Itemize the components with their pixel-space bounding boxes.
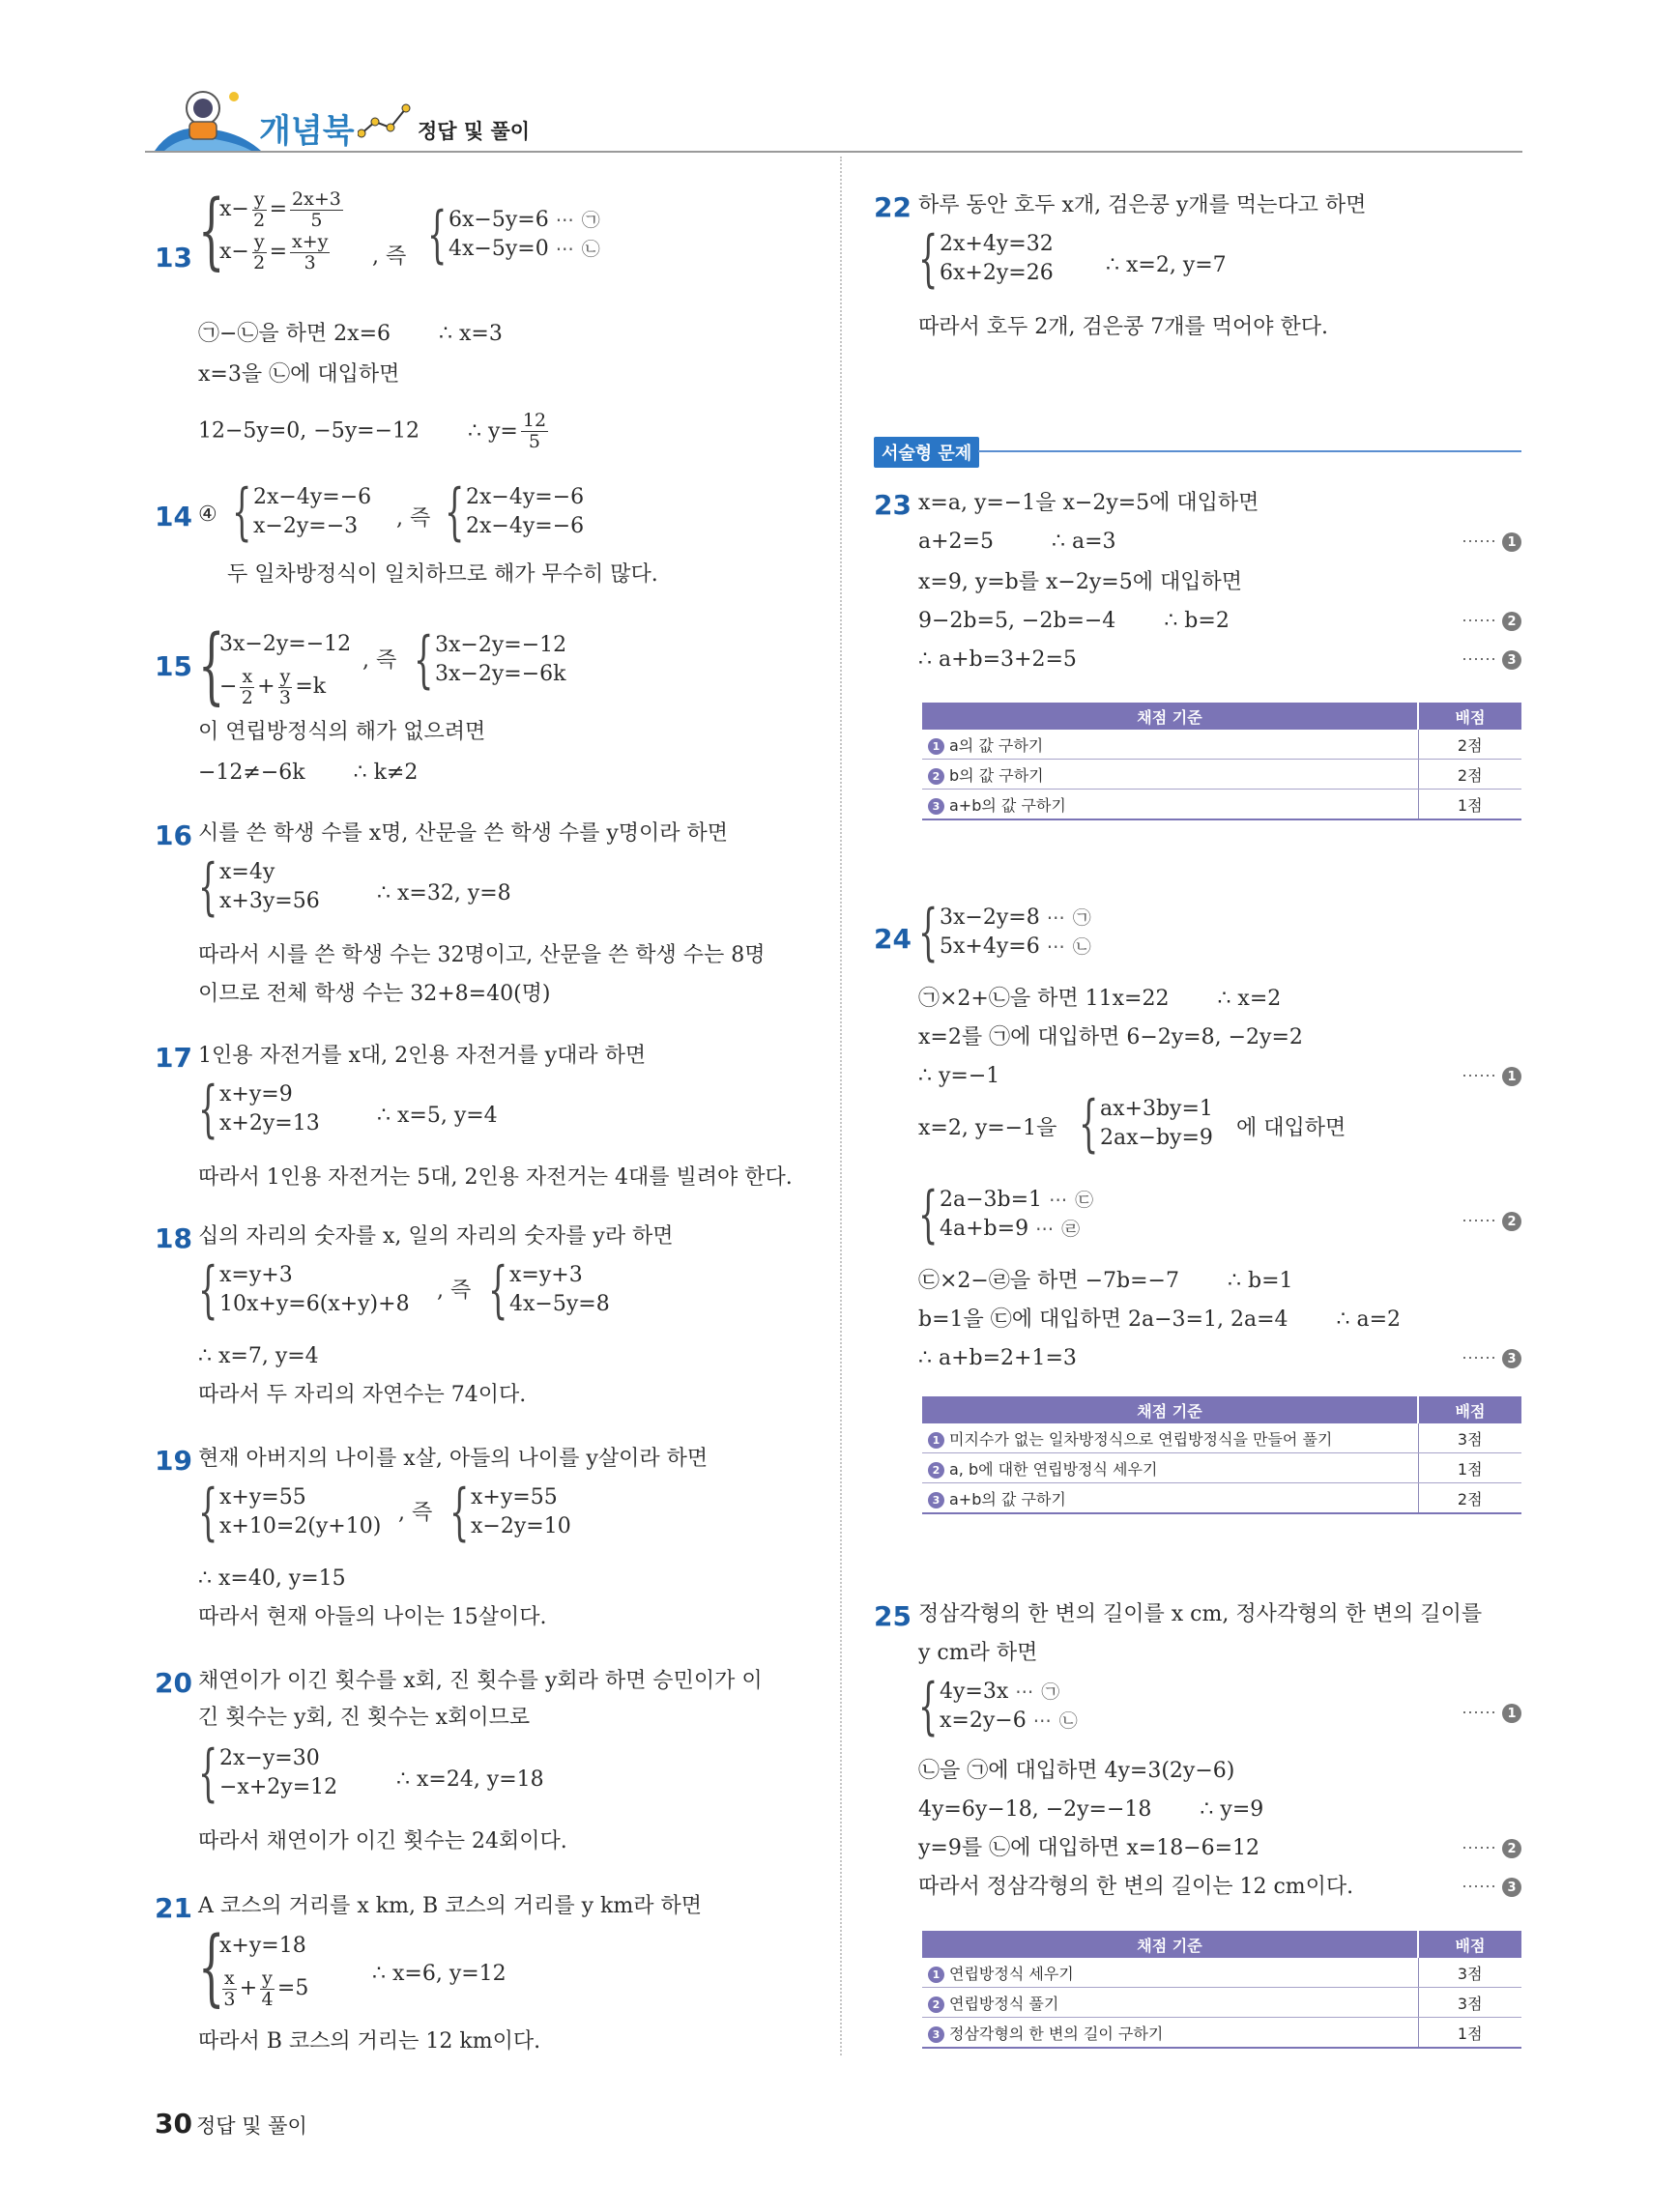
solution-result: ∴ x=2, y=7 — [1106, 253, 1227, 277]
problem-number: 24 — [874, 923, 912, 955]
solution-line: 따라서 정삼각형의 한 변의 길이는 12 cm이다. — [918, 1875, 1354, 1899]
table-row: 2 b의 값 구하기 2점 — [922, 760, 1521, 790]
solution-line: 따라서 B 코스의 거리는 12 km이다. — [198, 2029, 541, 2054]
step-marker: ⋯⋯ 1 — [1462, 1703, 1521, 1723]
solution-result: ∴ x=7, y=4 — [198, 1344, 319, 1368]
equation-system: { 4y=3x ⋯ ㉠ x=2y−6 ⋯ ㉡ — [918, 1671, 1079, 1742]
table-row: 2 a, b에 대한 연립방정식 세우기 1점 — [922, 1453, 1521, 1483]
problem-number: 16 — [155, 819, 192, 851]
table-row: 1 연립방정식 세우기 3점 — [922, 1958, 1521, 1988]
equation-system: { ax+3by=1 2ax−by=9 — [1079, 1088, 1213, 1160]
solution-line: 두 일차방정식이 일치하므로 해가 무수히 많다. — [227, 562, 658, 587]
solution-line: 4y=6y−18, −2y=−18 ∴ y=9 — [918, 1797, 1264, 1822]
equation-system: { 3x−2y=−12 3x−2y=−6k — [414, 624, 567, 696]
equation-system: { x+y=55 x−2y=10 — [449, 1477, 571, 1548]
solution-line: ㉠×2+㉡을 하면 11x=22 ∴ x=2 — [918, 987, 1282, 1011]
connector: , 즉 — [398, 1501, 433, 1525]
equation-system: { x=y+3 4x−5y=8 — [488, 1254, 610, 1326]
table-row: 3 a+b의 값 구하기 2점 — [922, 1483, 1521, 1514]
problem-intro: 십의 자리의 숫자를 x, 일의 자리의 숫자를 y라 하면 — [198, 1224, 674, 1249]
step-marker: ⋯⋯ 1 — [1462, 531, 1521, 552]
solution-result: ∴ x=24, y=18 — [396, 1767, 544, 1792]
equation-system: { 2x+4y=32 6x+2y=26 — [918, 223, 1054, 295]
equation-row: 4x−5y=0 ⋯ ㉡ — [449, 237, 601, 261]
problem-intro: A 코스의 거리를 x km, B 코스의 거리를 y km라 하면 — [198, 1894, 702, 1918]
solution-line: x=3을 ㉡에 대입하면 — [198, 362, 400, 387]
scoring-table-23: 채점 기준 배점 1 a의 값 구하기 2점 2 b의 값 구하기 2점 3 a+b의 값 구하기 1점 — [922, 703, 1521, 820]
equations — [449, 206, 601, 264]
solution-line: 따라서 채연이가 이긴 횟수는 24회이다. — [198, 1829, 567, 1853]
table-row: 3 a+b의 값 구하기 1점 — [922, 790, 1521, 820]
step-marker: ⋯⋯ 2 — [1462, 1211, 1521, 1231]
scoring-table-25: 채점 기준 배점 1 연립방정식 세우기 3점 2 연립방정식 풀기 3점 3 정삼각형의 한 변의 길이 구하기 1점 — [922, 1931, 1521, 2049]
solution-line: 따라서 현재 아들의 나이는 15살이다. — [198, 1605, 547, 1629]
solution-line: x=9, y=b를 x−2y=5에 대입하면 — [918, 570, 1242, 594]
problem-number: 17 — [155, 1042, 192, 1074]
section-title: 정답 및 풀이 — [418, 120, 531, 143]
equation-system: { 2a−3b=1 ⋯ ㉢ 4a+b=9 ⋯ ㉣ — [918, 1179, 1095, 1250]
equation-system: { 3x−2y=−12 − $\frac{x}{2}$ + $\frac{y}{3}$ =k — [198, 618, 352, 714]
step-marker: ⋯⋯ 1 — [1462, 1066, 1521, 1086]
equation-system: { 3x−2y=8 ⋯ ㉠ 5x+4y=6 ⋯ ㉡ — [918, 897, 1092, 968]
problem-number: 18 — [155, 1222, 192, 1254]
problem-number: 20 — [155, 1667, 192, 1699]
equation-system: { 2x−y=30 −x+2y=12 — [198, 1738, 338, 1809]
column-divider — [840, 157, 842, 2055]
solution-line: 에 대입하면 — [1236, 1116, 1346, 1140]
problem-intro: 채연이가 이긴 횟수를 x회, 진 횟수를 y회라 하면 승민이가 이 — [198, 1669, 763, 1693]
solution-line: 따라서 두 자리의 자연수는 74이다. — [198, 1383, 527, 1407]
problem-number: 25 — [874, 1600, 912, 1632]
equation-row: x− $\frac{y}{2}$ = $\frac{x+y}{3}$ — [219, 230, 329, 273]
solution-line: 이 연립방정식의 해가 없으려면 — [198, 720, 486, 744]
step-marker: ⋯⋯ 3 — [1462, 649, 1521, 670]
answer-choice: ④ — [198, 503, 217, 527]
solution-line: b=1을 ㉢에 대입하면 2a−3=1, 2a=4 ∴ a=2 — [918, 1307, 1402, 1332]
equation-system — [198, 183, 346, 279]
equation-system: { x+y=55 x+10=2(y+10) — [198, 1477, 382, 1548]
section-badge: 서술형 문제 — [874, 437, 979, 468]
connector: , 즉 — [437, 1278, 472, 1303]
solution-line: x=2, y=−1을 — [918, 1116, 1057, 1140]
page-header — [145, 83, 1527, 160]
solution-line: ∴ y=−1 — [918, 1064, 1000, 1088]
connector: , 즉 — [372, 244, 407, 269]
solution-result: ∴ x=6, y=12 — [372, 1962, 507, 1986]
solution-result: ∴ x=40, y=15 — [198, 1566, 346, 1591]
problem-number: 23 — [874, 489, 912, 521]
constellation-icon — [358, 101, 416, 145]
problem-intro: y cm라 하면 — [918, 1641, 1038, 1665]
page-number: 30 — [155, 2108, 192, 2140]
scoring-table-24: 채점 기준 배점 1 미지수가 없는 일차방정식으로 연립방정식을 만들어 풀기 3점 2 a, b에 대한 연립방정식 세우기 1점 3 a+b의 값 구하기 2점 — [922, 1396, 1521, 1514]
solution-line: ∴ a+b=2+1=3 — [918, 1346, 1077, 1370]
table-row: 1 미지수가 없는 일차방정식으로 연립방정식을 만들어 풀기 3점 — [922, 1423, 1521, 1453]
problem-intro: 긴 횟수는 y회, 진 횟수는 x회이므로 — [198, 1706, 531, 1730]
connector: , 즉 — [362, 648, 397, 673]
problem-number: 22 — [874, 191, 912, 223]
step-marker: ⋯⋯ 3 — [1462, 1877, 1521, 1897]
connector: , 즉 — [396, 506, 431, 531]
solution-line: 따라서 시를 쓴 학생 수는 32명이고, 산문을 쓴 학생 수는 8명 — [198, 943, 766, 967]
equation-system: { x=y+3 10x+y=6(x+y)+8 — [198, 1254, 410, 1326]
equation-system: { 2x−4y=−6 2x−4y=−6 — [445, 476, 585, 548]
solution-line: x=2를 ㉠에 대입하면 6−2y=8, −2y=2 — [918, 1025, 1303, 1049]
header-rule — [145, 151, 1522, 153]
problem-intro: 1인용 자전거를 x대, 2인용 자전거를 y대라 하면 — [198, 1044, 647, 1068]
section-rule — [978, 450, 1521, 452]
problem-number: 14 — [155, 501, 192, 532]
solution-result: ∴ x=32, y=8 — [377, 881, 511, 905]
solution-line: 따라서 호두 2개, 검은콩 7개를 먹어야 한다. — [918, 315, 1328, 339]
problem-number: 13 — [155, 242, 192, 273]
solution-result: ∴ x=5, y=4 — [377, 1104, 498, 1128]
solution-line: 12−5y=0, −5y=−12 ∴ y= $\frac{12}{5}$ — [198, 410, 547, 452]
solution-line: x=a, y=−1을 x−2y=5에 대입하면 — [918, 491, 1259, 515]
equation-system: { x+y=9 x+2y=13 — [198, 1074, 320, 1145]
equation-row: x− $\frac{y}{2}$ = $\frac{2x+3}{5}$ — [219, 187, 341, 231]
book-title: 개념북 — [259, 112, 355, 151]
solution-line: a+2=5 ∴ a=3 — [918, 530, 1116, 554]
solution-line: y=9를 ㉡에 대입하면 x=18−6=12 — [918, 1836, 1260, 1860]
equation-system: { x=4y x+3y=56 — [198, 851, 320, 923]
problem-intro: 하루 동안 호두 x개, 검은콩 y개를 먹는다고 하면 — [918, 193, 1367, 217]
solution-line: −12≠−6k ∴ k≠2 — [198, 761, 419, 785]
solution-line: ∴ a+b=3+2=5 — [918, 647, 1077, 672]
problem-intro: 정삼각형의 한 변의 길이를 x cm, 정사각형의 한 변의 길이를 — [918, 1602, 1483, 1626]
equation-system — [427, 199, 601, 271]
equation-system: { x+y=18 $\frac{x}{3}$ + $\frac{y}{4}$ =5 — [198, 1919, 309, 2016]
footer-label: 정답 및 풀이 — [195, 2114, 307, 2138]
solution-line: 이므로 전체 학생 수는 32+8=40(명) — [198, 982, 551, 1006]
step-marker: ⋯⋯ 3 — [1462, 1348, 1521, 1368]
solution-line: 따라서 1인용 자전거는 5대, 2인용 자전거는 4대를 빌려야 한다. — [198, 1165, 793, 1190]
table-row: 2 연립방정식 풀기 3점 — [922, 1988, 1521, 2018]
table-row: 1 a의 값 구하기 2점 — [922, 730, 1521, 760]
problem-intro: 시를 쓴 학생 수를 x명, 산문을 쓴 학생 수를 y명이라 하면 — [198, 821, 729, 846]
problem-number: 15 — [155, 650, 192, 682]
solution-line: ㉢×2−㉣을 하면 −7b=−7 ∴ b=1 — [918, 1269, 1293, 1293]
astronaut-mascot-icon — [155, 83, 261, 153]
table-row: 3 정삼각형의 한 변의 길이 구하기 1점 — [922, 2018, 1521, 2049]
step-marker: ⋯⋯ 2 — [1462, 1838, 1521, 1858]
problem-intro: 현재 아버지의 나이를 x살, 아들의 나이를 y살이라 하면 — [198, 1447, 709, 1471]
page-footer — [155, 2108, 307, 2140]
problem-number: 21 — [155, 1892, 192, 1924]
solution-line: ㉡을 ㉠에 대입하면 4y=3(2y−6) — [918, 1759, 1235, 1783]
step-marker: ⋯⋯ 2 — [1462, 611, 1521, 631]
solution-line: 9−2b=5, −2b=−4 ∴ b=2 — [918, 609, 1230, 633]
equation-system: { 2x−4y=−6 x−2y=−3 — [232, 476, 372, 548]
equations — [219, 188, 346, 273]
brace: { — [198, 183, 225, 279]
problem-number: 19 — [155, 1445, 192, 1477]
equation-row: 6x−5y=6 ⋯ ㉠ — [449, 208, 601, 232]
solution-line: ㉠−㉡을 하면 2x=6 ∴ x=3 — [198, 322, 503, 346]
brace: { — [427, 199, 448, 271]
